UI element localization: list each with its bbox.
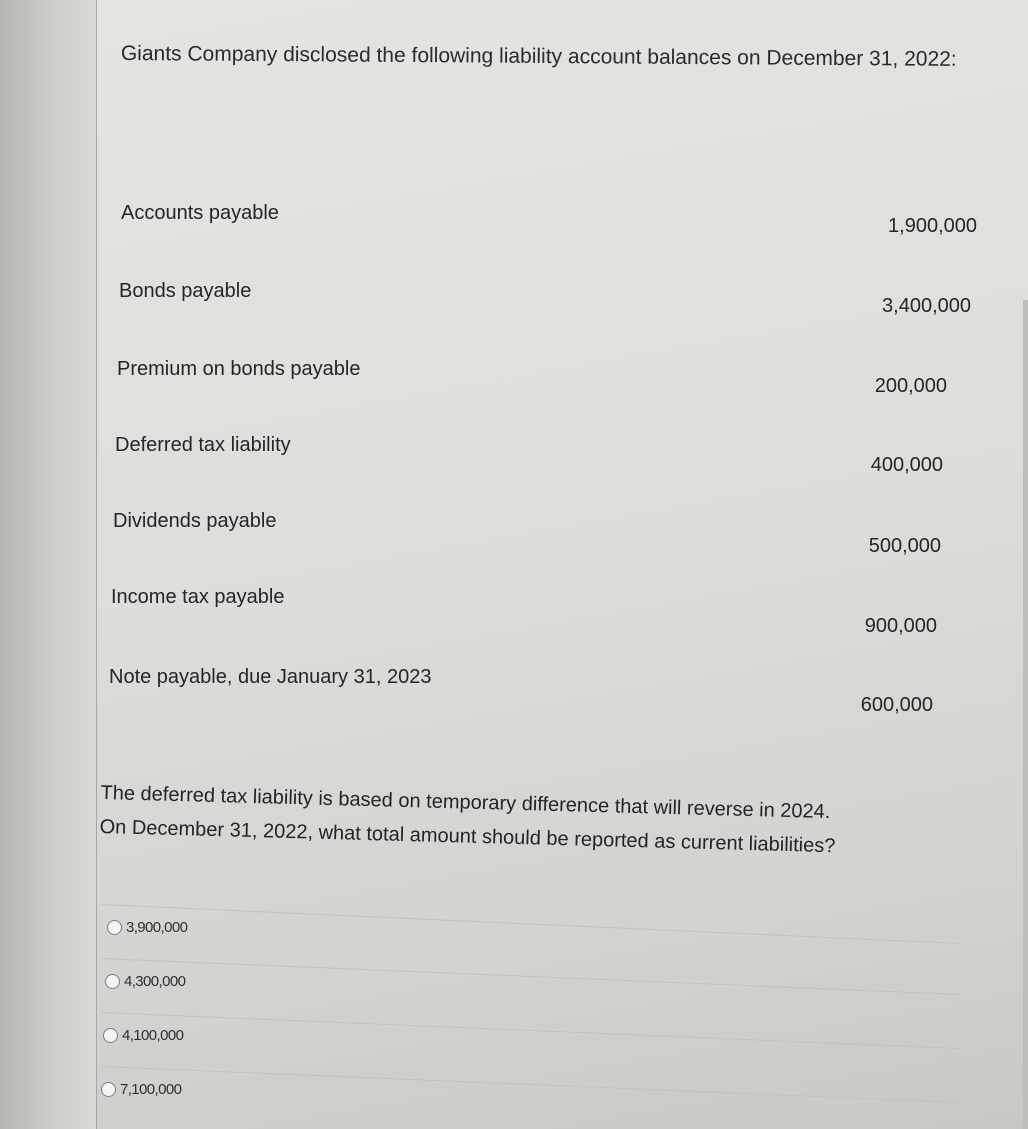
row-label: Dividends payable xyxy=(113,510,277,532)
answer-label: 4,100,000 xyxy=(122,1026,184,1044)
row-label: Accounts payable xyxy=(121,202,279,224)
answer-label: 4,300,000 xyxy=(124,972,186,990)
row-label: Income tax payable xyxy=(111,586,285,608)
row-amount: 600,000 xyxy=(860,694,933,716)
radio-button[interactable] xyxy=(107,920,122,935)
radio-button[interactable] xyxy=(101,1082,116,1097)
answer-option[interactable] xyxy=(105,966,185,996)
option-divider xyxy=(101,1066,960,1103)
option-divider xyxy=(101,904,960,944)
row-label: Premium on bonds payable xyxy=(117,358,361,380)
radio-button[interactable] xyxy=(105,974,120,989)
option-divider xyxy=(101,958,960,995)
row-amount: 1,900,000 xyxy=(888,215,977,237)
row-amount: 400,000 xyxy=(870,454,943,476)
option-divider xyxy=(101,1012,960,1049)
answer-option[interactable] xyxy=(107,912,187,942)
radio-button[interactable] xyxy=(103,1028,118,1043)
row-amount: 900,000 xyxy=(864,615,937,637)
row-label: Note payable, due January 31, 2023 xyxy=(109,666,432,688)
row-amount: 3,400,000 xyxy=(882,295,971,317)
row-amount: 200,000 xyxy=(874,375,947,397)
question-line: On December 31, 2022, what total amount should be reported as current liabilities? xyxy=(99,815,836,858)
answer-label: 3,900,000 xyxy=(126,918,188,936)
question-line: The deferred tax liability is based on temporary difference that will reverse in 2024. xyxy=(100,781,831,824)
answer-options xyxy=(97,0,1028,1129)
answer-option[interactable] xyxy=(101,1074,181,1104)
row-label: Deferred tax liability xyxy=(115,434,291,456)
question-card xyxy=(96,0,1028,1129)
answer-option[interactable] xyxy=(103,1020,183,1050)
row-label: Bonds payable xyxy=(119,280,252,302)
screen-bezel xyxy=(0,0,96,1129)
row-amount: 500,000 xyxy=(868,535,941,557)
question-intro: Giants Company disclosed the following liability account balances on December 31, 2022: xyxy=(120,41,957,71)
answer-label: 7,100,000 xyxy=(120,1080,182,1098)
